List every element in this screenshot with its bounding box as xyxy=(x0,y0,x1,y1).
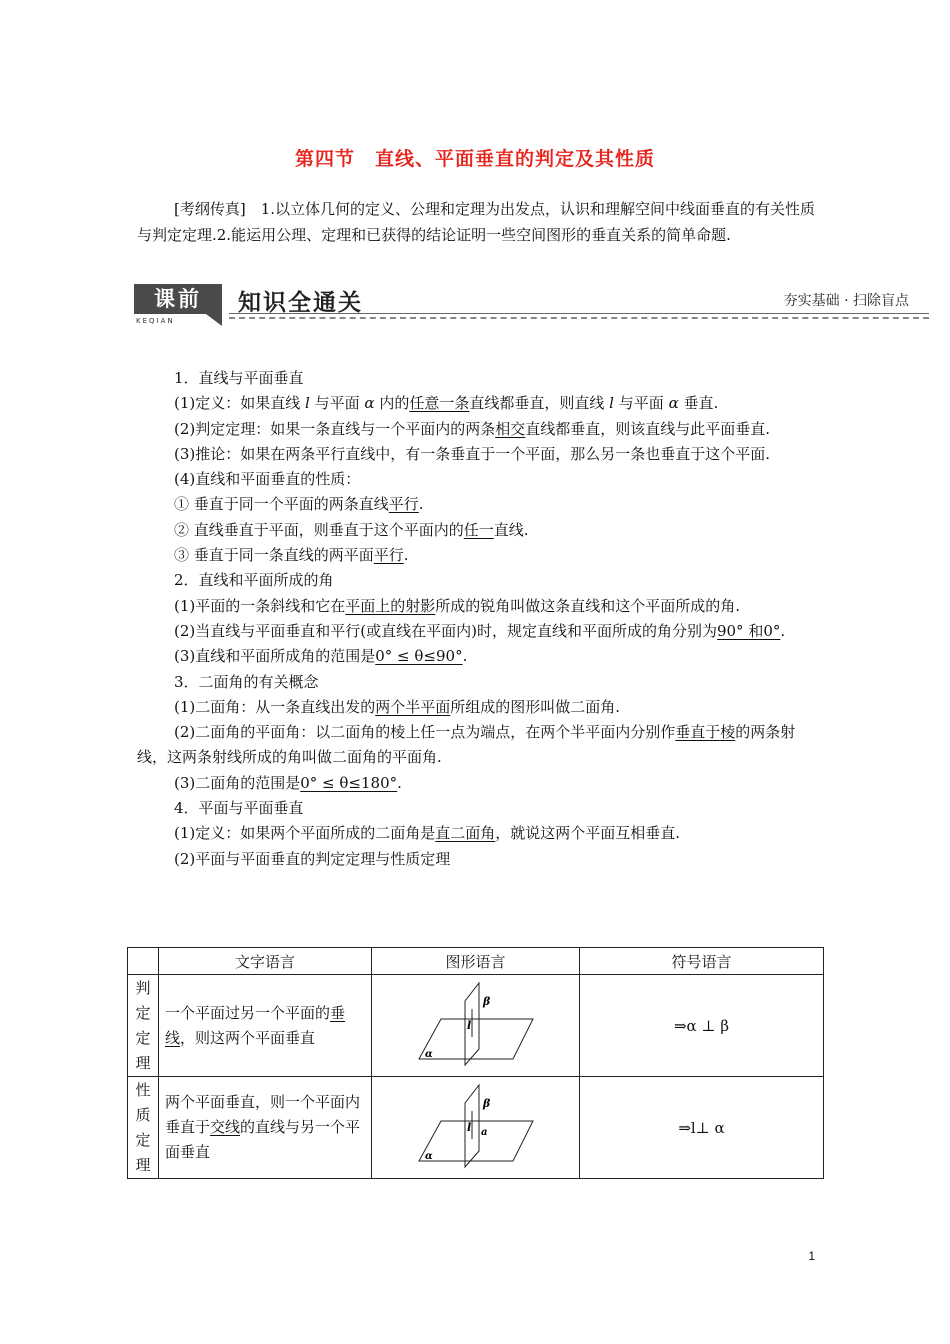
header-symbol-language: 符号语言 xyxy=(580,948,824,975)
figure-label-beta: β xyxy=(482,994,490,1008)
s2-title: 2．直线和平面所成的角 xyxy=(174,571,334,590)
s2-para-3: (3)直线和平面所成角的范围是0° ≤ θ≤90°. xyxy=(174,647,468,666)
s3-para-2: (2)二面角的平面角：以二面角的棱上任一点为端点，在两个半平面内分别作垂直于棱的两条射线，这两条射线所成的角叫做二面角的平面角. xyxy=(137,723,796,767)
intro-text: 1.以立体几何的定义、公理和定理为出发点，认识和理解空间中线面垂直的有关性质与判定定理.2.能运用公理、定理和已获得的结论证明一些空间图形的垂直关系的简单命题. xyxy=(137,200,816,244)
page-number: 1 xyxy=(808,1249,815,1263)
s3-para-1: (1)二面角：从一条直线出发的两个半平面所组成的图形叫做二面角. xyxy=(174,697,621,716)
table-row-judgement xyxy=(128,975,824,1077)
s1-judgement: (2)判定定理：如果一条直线与一个平面内的两条相交直线都垂直，则该直线与此平面垂直. xyxy=(174,419,771,438)
judgement-symbol: ⇒α ⊥ β xyxy=(580,975,824,1077)
s1-title: 1．直线与平面垂直 xyxy=(174,369,304,387)
property-text: 两个平面垂直，则一个平面内垂直于交线的直线与另一个平面垂直 xyxy=(159,1077,372,1179)
section-banner xyxy=(134,284,929,326)
banner-label-pinyin: KEQIAN xyxy=(136,317,175,325)
perpendicular-planes-figure xyxy=(411,1081,541,1171)
property-figure xyxy=(372,1077,580,1179)
s4-para-2: (2)平面与平面垂直的判定定理与性质定理 xyxy=(174,849,451,868)
banner-tab-corner xyxy=(206,314,222,326)
banner-dashed-rule xyxy=(229,317,929,319)
s1-corollary: (3)推论：如果在两条平行直线中，有一条垂直于一个平面，那么另一条也垂直于这个平面. xyxy=(174,444,771,463)
figure-label-l: l xyxy=(466,1018,471,1032)
s4-title: 4．平面与平面垂直 xyxy=(174,799,304,818)
table-corner-cell xyxy=(128,948,159,975)
s1-property-1: ① 垂直于同一个平面的两条直线平行. xyxy=(174,495,424,514)
banner-heading: 知识全通关 xyxy=(238,290,363,316)
s3-para-3: (3)二面角的范围是0° ≤ θ≤180°. xyxy=(174,773,402,792)
s1-property-3: ③ 垂直于同一条直线的两平面平行. xyxy=(174,546,409,565)
judgement-figure xyxy=(372,975,580,1077)
table-header-row xyxy=(128,948,824,975)
judgement-text: 一个平面过另一个平面的垂线，则这两个平面垂直 xyxy=(159,975,372,1077)
header-figure-language: 图形语言 xyxy=(372,948,580,975)
property-symbol: ⇒l⊥ α xyxy=(580,1077,824,1179)
syllabus-intro xyxy=(137,196,817,248)
s1-definition: (1)定义：如果直线 l 与平面 α 内的任意一条直线都垂直，则直线 l 与平面 α 垂直. xyxy=(174,394,719,413)
row-label-judgement: 判 定 定 理 xyxy=(128,975,159,1077)
s3-title: 3．二面角的有关概念 xyxy=(174,672,319,691)
banner-rule xyxy=(229,313,929,314)
main-content xyxy=(137,366,820,872)
intro-label: [考纲传真] xyxy=(174,200,246,218)
figure-label-alpha: α xyxy=(424,1150,433,1162)
row-label-property: 性 质 定 理 xyxy=(128,1077,159,1179)
s2-para-1: (1)平面的一条斜线和它在平面上的射影所成的锐角叫做这条直线和这个平面所成的角. xyxy=(174,596,741,615)
figure-label-a: a xyxy=(480,1126,487,1138)
s1-properties-title: (4)直线和平面垂直的性质： xyxy=(174,470,361,489)
theorem-table xyxy=(127,947,824,1179)
perpendicular-planes-figure xyxy=(411,979,541,1069)
banner-label: 课前 xyxy=(134,284,222,314)
s1-property-2: ② 直线垂直于平面，则垂直于这个平面内的任一直线. xyxy=(174,520,529,539)
table-row-property xyxy=(128,1077,824,1179)
figure-label-alpha: α xyxy=(424,1048,433,1060)
banner-slogan: 夯实基础 · 扫除盲点 xyxy=(783,293,909,309)
figure-label-beta: β xyxy=(482,1096,490,1110)
page-title: 第四节 直线、平面垂直的判定及其性质 xyxy=(294,148,655,170)
s2-para-2: (2)当直线与平面垂直和平行(或直线在平面内)时，规定直线和平面所成的角分别为90° 和0°. xyxy=(174,621,786,640)
figure-label-l: l xyxy=(466,1120,471,1134)
header-text-language: 文字语言 xyxy=(159,948,372,975)
s4-para-1: (1)定义：如果两个平面所成的二面角是直二面角，就说这两个平面互相垂直. xyxy=(174,824,681,843)
